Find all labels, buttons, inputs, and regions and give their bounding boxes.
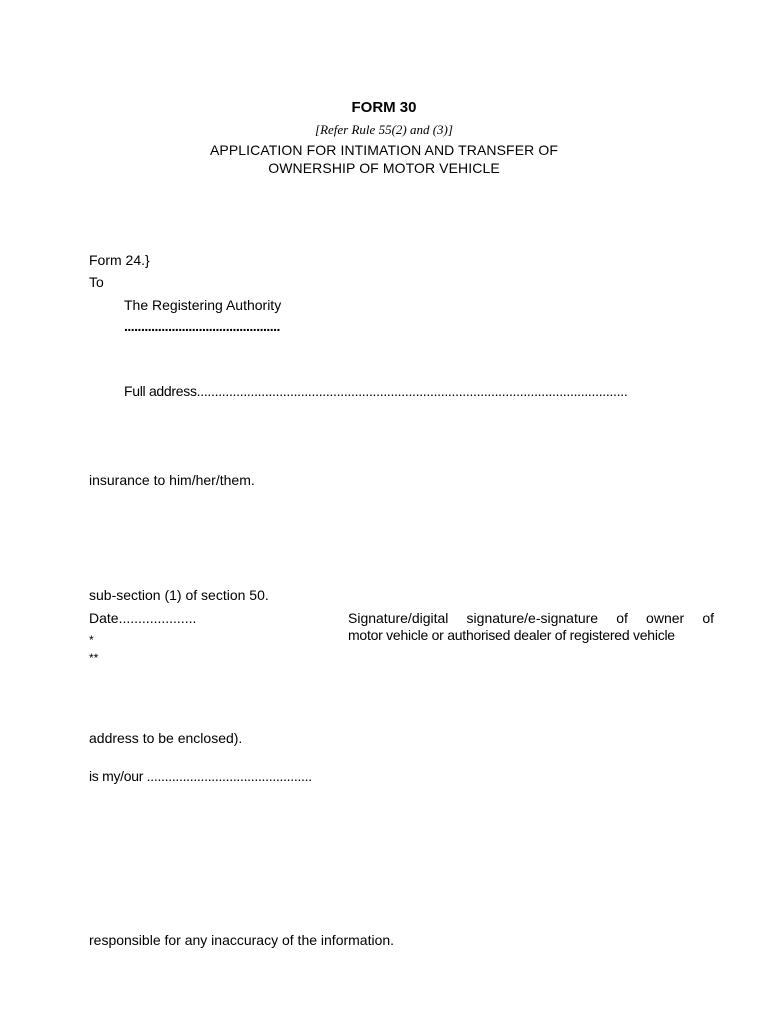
address-enclosed-text: address to be enclosed). — [89, 730, 243, 746]
is-my-our-field: is my/our .............................................. — [89, 768, 312, 784]
single-asterisk: * — [89, 633, 94, 647]
subsection-text: sub-section (1) of section 50. — [89, 587, 269, 603]
insurance-text: insurance to him/her/them. — [89, 472, 255, 488]
date-field: Date.................... — [89, 610, 197, 626]
registering-authority-text: The Registering Authority — [124, 297, 282, 313]
signature-caption-line-2: motor vehicle or authorised dealer of registered vehicle — [348, 627, 675, 643]
form-heading-line-2: OWNERSHIP OF MOTOR VEHICLE — [268, 160, 500, 176]
double-asterisk: ** — [89, 651, 99, 665]
responsible-text: responsible for any inaccuracy of the information. — [89, 932, 395, 948]
signature-caption-line-1: Signature/digital signature/e-signature of owner of — [348, 610, 714, 626]
to-text: To — [89, 274, 104, 290]
authority-blank-line: .............................................. — [124, 318, 280, 334]
form-title: FORM 30 — [351, 99, 417, 116]
rule-reference: [Refer Rule 55(2) and (3)] — [315, 122, 453, 137]
form-heading-line-1: APPLICATION FOR INTIMATION AND TRANSFER OF — [209, 142, 558, 158]
form24-text: Form 24.} — [89, 252, 150, 268]
full-address-field: Full address........................................................................................................................ — [124, 383, 628, 399]
